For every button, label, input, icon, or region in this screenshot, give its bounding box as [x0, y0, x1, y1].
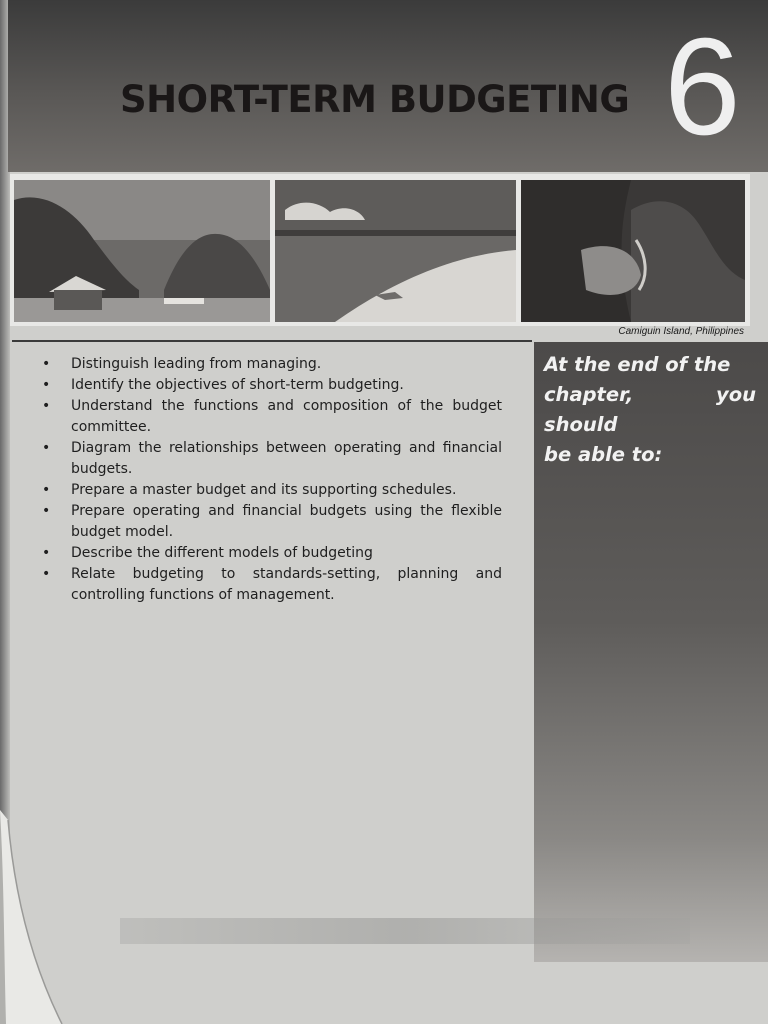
- chapter-title: SHORT-TERM BUDGETING: [120, 78, 630, 121]
- bullet-icon: •: [42, 377, 51, 393]
- objective-text: Prepare operating and financial budgets using the flexible budget model.: [71, 503, 502, 540]
- objective-text: Diagram the relationships between operating and financial budgets.: [71, 440, 502, 477]
- list-item: [42, 543, 502, 564]
- bullet-icon: •: [42, 545, 51, 561]
- list-item: [42, 564, 502, 606]
- faded-footer-print: [120, 918, 690, 944]
- bullet-icon: •: [42, 566, 51, 582]
- bullet-icon: •: [42, 398, 51, 414]
- list-item: [42, 501, 502, 543]
- photo-caption: Camiguin Island, Philippines: [618, 326, 744, 337]
- list-item: [42, 438, 502, 480]
- photo-cliff-and-water: [521, 180, 745, 322]
- learning-objectives-list: [42, 354, 502, 606]
- page-curl-corner: [0, 810, 70, 1024]
- objectives-heading-line: be able to:: [544, 443, 663, 466]
- chapter-number: 6: [664, 10, 741, 164]
- photo-cove-with-hut: [14, 180, 270, 322]
- list-item: [42, 375, 502, 396]
- photo-strip: [10, 174, 750, 326]
- objective-text: Distinguish leading from managing.: [71, 356, 322, 372]
- objectives-sidebar: [534, 342, 768, 962]
- photo-white-sand-beach: [275, 180, 516, 322]
- list-item: [42, 396, 502, 438]
- objective-text: Understand the functions and composition of the budget committee.: [71, 398, 502, 435]
- bullet-icon: •: [42, 356, 51, 372]
- objective-text: Relate budgeting to standards-setting, planning and controlling functions of management.: [71, 566, 502, 603]
- objective-text: Identify the objectives of short-term budgeting.: [71, 377, 404, 393]
- objectives-heading-line: At the end of the: [544, 353, 731, 376]
- objective-text: Describe the different models of budgeting: [71, 545, 373, 561]
- section-divider: [12, 340, 532, 342]
- objective-text: Prepare a master budget and its supporting schedules.: [71, 482, 457, 498]
- list-item: [42, 480, 502, 501]
- bullet-icon: •: [42, 503, 51, 519]
- objectives-heading-line: chapter, you should: [544, 383, 756, 436]
- bullet-icon: •: [42, 482, 51, 498]
- bullet-icon: •: [42, 440, 51, 456]
- objectives-heading: [544, 350, 756, 470]
- list-item: [42, 354, 502, 375]
